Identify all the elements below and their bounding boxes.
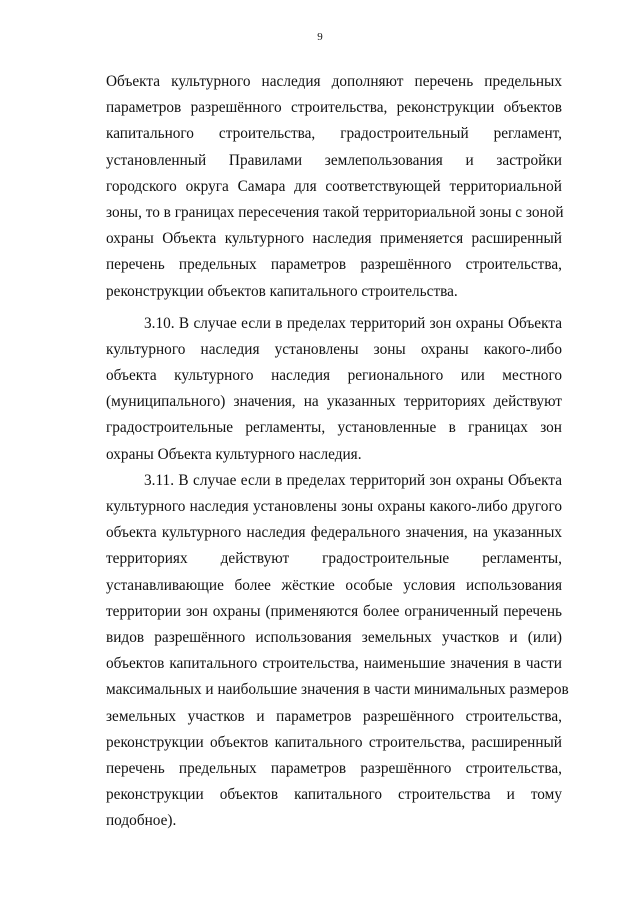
text-line: реконструкции объектов капитального строительства, расширенный <box>106 733 562 751</box>
paragraph-continuation <box>106 69 562 305</box>
text-line: территориях действуют градостроительные регламенты, <box>106 550 562 568</box>
text-line: градостроительные регламенты, установленные в границах зон <box>106 419 562 437</box>
text-line: объектов капитального строительства, наименьшие значения в части <box>106 655 562 673</box>
paragraph-3-11 <box>106 468 569 835</box>
text-line: культурного наследия установлены зоны охраны какого-либо другого <box>106 498 562 515</box>
text-line: установленный Правилами землепользования и застройки <box>106 151 562 169</box>
text-line: устанавливающие более жёсткие особые условия использования <box>106 576 562 594</box>
text-line: городского округа Самара для соответствующей территориальной <box>106 177 562 195</box>
text-line: культурного наследия установлены зоны охраны какого-либо <box>106 340 562 358</box>
text-line: охраны Объекта культурного наследия. <box>106 445 362 463</box>
text-line: зоны, то в границах пересечения такой территориальной зоны с зоной <box>106 203 564 221</box>
text-line: 3.11. В случае если в пределах территорий зон охраны Объекта <box>144 471 562 489</box>
text-line: 3.10. В случае если в пределах территорий зон охраны Объекта <box>144 314 562 332</box>
paragraph-3-10 <box>106 311 562 468</box>
text-line: объекта культурного наследия регионального или местного <box>106 367 562 385</box>
text-line: перечень предельных параметров разрешённого строительства, <box>106 759 562 777</box>
text-line: (муниципального) значения, на указанных территориях действуют <box>106 393 562 411</box>
text-line: земельных участков и параметров разрешённого строительства, <box>106 707 562 725</box>
text-line: подобное). <box>106 812 177 830</box>
text-line: Объекта культурного наследия дополняют перечень предельных <box>106 73 562 90</box>
document-body <box>106 69 569 834</box>
text-line: реконструкции объектов капитального строительства. <box>106 282 458 300</box>
text-line: охраны Объекта культурного наследия применяется расширенный <box>106 230 562 248</box>
text-line: максимальных и наибольшие значения в части минимальных размеров <box>106 681 569 699</box>
text-line: объекта культурного наследия федерального значения, на указанных <box>106 524 562 542</box>
text-line: реконструкции объектов капитального строительства и тому <box>106 786 562 804</box>
text-line: капитального строительства, градостроительный регламент, <box>106 125 562 143</box>
text-line: перечень предельных параметров разрешённого строительства, <box>106 256 562 274</box>
page-number: 9 <box>317 31 323 43</box>
text-line: видов разрешённого использования земельных участков и (или) <box>106 628 562 646</box>
text-line: территории зон охраны (применяются более ограниченный перечень <box>106 602 562 620</box>
text-line: параметров разрешённого строительства, реконструкции объектов <box>106 99 562 117</box>
